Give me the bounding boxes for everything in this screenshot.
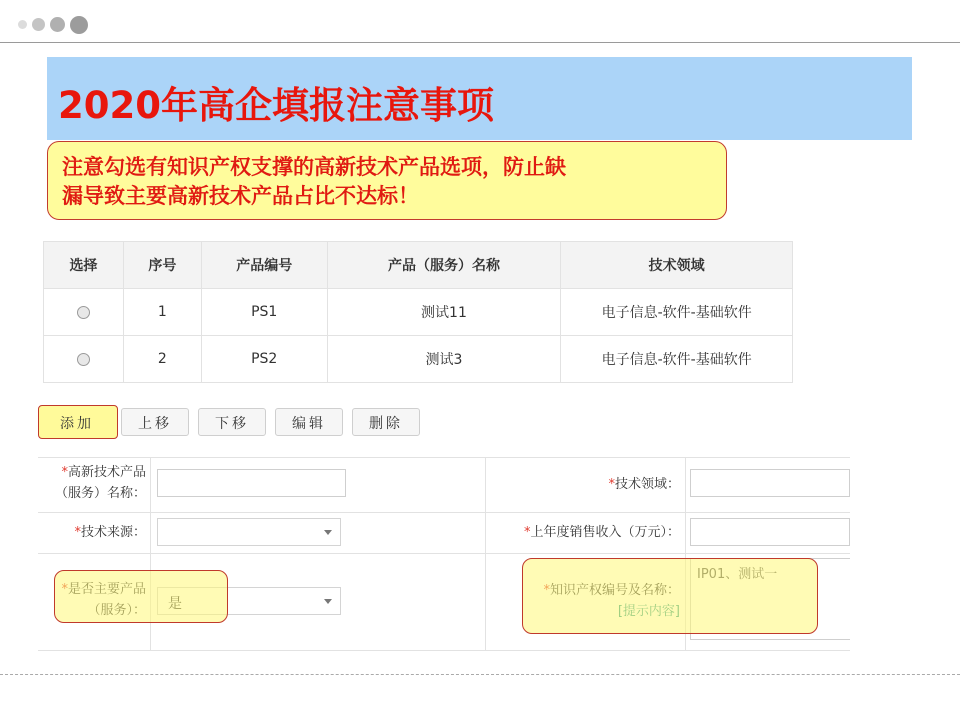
revenue-input[interactable] bbox=[690, 518, 850, 546]
dot-icon bbox=[50, 17, 65, 32]
select-cell[interactable] bbox=[44, 336, 124, 383]
ip-field-highlight bbox=[522, 558, 818, 634]
header-divider bbox=[0, 42, 960, 43]
page-title: 2020年高企填报注意事项 bbox=[58, 84, 494, 127]
field-cell: 电子信息-软件-基础软件 bbox=[561, 289, 793, 336]
code-cell: PS2 bbox=[201, 336, 327, 383]
column-header-select: 选择 bbox=[44, 242, 124, 289]
notice-line-1: 注意勾选有知识产权支撑的高新技术产品选项，防止缺 bbox=[62, 154, 566, 179]
index-cell: 2 bbox=[123, 336, 201, 383]
table-row[interactable] bbox=[44, 336, 793, 383]
delete-button[interactable]: 删除 bbox=[352, 408, 420, 436]
dot-icon bbox=[70, 16, 88, 34]
tech-source-label: *技术来源： bbox=[74, 525, 146, 540]
field-cell: 电子信息-软件-基础软件 bbox=[561, 336, 793, 383]
column-header-name: 产品（服务）名称 bbox=[327, 242, 561, 289]
revenue-label: *上年度销售收入（万元）： bbox=[523, 525, 680, 540]
notice-callout bbox=[47, 141, 727, 220]
tech-source-select[interactable] bbox=[157, 518, 341, 546]
column-header-field: 技术领域 bbox=[561, 242, 793, 289]
chevron-down-icon bbox=[324, 599, 332, 604]
column-header-index: 序号 bbox=[123, 242, 201, 289]
footer-divider bbox=[0, 674, 960, 675]
dot-icon bbox=[18, 20, 27, 29]
code-cell: PS1 bbox=[201, 289, 327, 336]
product-name-label: *高新技术产品 （服务）名称： bbox=[54, 465, 146, 501]
index-cell: 1 bbox=[123, 289, 201, 336]
row-radio-button[interactable] bbox=[77, 353, 90, 366]
required-mark: * bbox=[61, 465, 68, 480]
name-cell: 测试11 bbox=[327, 289, 561, 336]
column-header-code: 产品编号 bbox=[201, 242, 327, 289]
row-radio-button[interactable] bbox=[77, 306, 90, 319]
product-name-input[interactable] bbox=[157, 469, 346, 497]
tech-field-label: *技术领域： bbox=[608, 477, 680, 492]
required-mark: * bbox=[608, 477, 615, 492]
table-row[interactable] bbox=[44, 289, 793, 336]
required-mark: * bbox=[523, 525, 531, 540]
name-cell: 测试3 bbox=[327, 336, 561, 383]
move-up-button[interactable]: 上移 bbox=[121, 408, 189, 436]
chevron-down-icon bbox=[324, 530, 332, 535]
main-product-highlight bbox=[54, 570, 228, 623]
edit-button[interactable]: 编辑 bbox=[275, 408, 343, 436]
add-button[interactable]: 添加 bbox=[42, 408, 112, 436]
dot-icon bbox=[32, 18, 45, 31]
tech-field-input[interactable] bbox=[690, 469, 850, 497]
move-down-button[interactable]: 下移 bbox=[198, 408, 266, 436]
select-cell[interactable] bbox=[44, 289, 124, 336]
table-header-row bbox=[44, 242, 793, 289]
required-mark: * bbox=[74, 525, 81, 540]
notice-line-2: 漏导致主要高新技术产品占比不达标！ bbox=[62, 183, 419, 208]
product-table bbox=[43, 241, 793, 383]
